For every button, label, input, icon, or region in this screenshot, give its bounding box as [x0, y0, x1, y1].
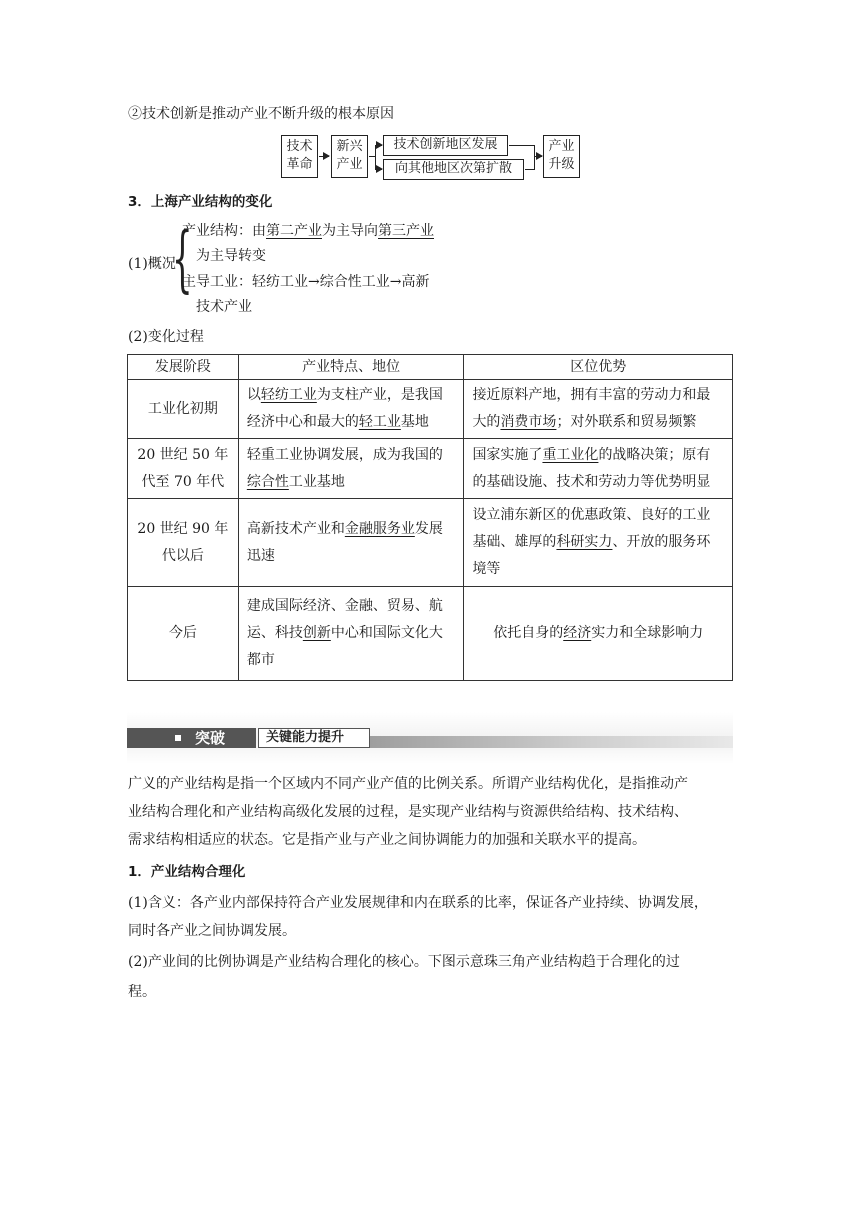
stage-cell — [128, 499, 239, 587]
underlined-term: 综合性 — [246, 473, 289, 490]
underlined-term: 消费市场 — [500, 414, 557, 430]
text-span: 发展迅速 — [246, 520, 443, 564]
section-banner — [127, 712, 733, 764]
table-header: 发展阶段 — [128, 355, 239, 380]
flow-connector — [534, 145, 535, 170]
text-span: 、开放的服务环境等 — [472, 534, 711, 577]
flow-box-diffusion: 向其他地区次第扩散 — [383, 159, 524, 180]
table-row — [128, 587, 733, 681]
underlined-term: 第三产业 — [378, 223, 434, 239]
table-header-row — [128, 355, 733, 380]
flow-arrow — [534, 156, 542, 157]
advantage-cell — [464, 587, 733, 681]
overview-label: (1)概况 — [128, 256, 176, 272]
underlined-term: 科研实力 — [556, 534, 613, 550]
advantage-cell — [464, 380, 733, 439]
flow-arrow — [375, 145, 382, 146]
text-span: 产业结构：由 — [182, 223, 266, 239]
feature-cell — [238, 439, 464, 499]
table-row — [128, 439, 733, 499]
underlined-term: 经济 — [563, 625, 592, 641]
flow-box-line: 升级 — [548, 157, 575, 172]
intro-line: 需求结构相适应的状态。它是指产业与产业之间协调能力的加强和关联水平的提高。 — [128, 832, 646, 848]
flow-connector — [509, 145, 534, 146]
flow-box-line: 新兴 — [336, 139, 363, 154]
flow-box-line: 产业 — [336, 157, 363, 172]
stage-cell — [128, 587, 239, 681]
banner-tag-label: 突破 — [195, 729, 226, 747]
flow-box-line: 技术 — [286, 139, 313, 154]
table-row — [128, 499, 733, 587]
text-span: 以 — [246, 387, 261, 403]
overview-line-2: 为主导转变 — [196, 248, 266, 264]
text-span: 高新技术产业和 — [246, 520, 345, 537]
feature-cell — [238, 380, 464, 439]
text-span: ；对外联系和贸易频繁 — [556, 414, 697, 430]
banner-tag — [127, 728, 256, 748]
advantage-cell — [464, 439, 733, 499]
banner-square-icon — [175, 735, 181, 741]
table-header: 区位优势 — [464, 355, 733, 380]
stage-line: 工业化初期 — [147, 400, 218, 417]
section-1-title: 1．产业结构合理化 — [128, 864, 246, 880]
text-span: 基地 — [400, 414, 429, 430]
ratio-line: 程。 — [128, 984, 156, 1000]
table-row — [128, 380, 733, 439]
stages-table — [127, 354, 733, 681]
flow-box-tech-revolution — [281, 135, 318, 178]
section-3-title: 3．上海产业结构的变化 — [128, 194, 273, 210]
text-span: 轻重工业协调发展，成为我国的 — [246, 446, 443, 463]
text-span: 接近原料产地，拥有丰富的劳动力和最大的 — [472, 387, 711, 430]
stage-line: 20 世纪 90 年 — [137, 520, 229, 537]
underlined-term: 轻纺工业 — [260, 387, 317, 403]
flow-box-upgrade — [543, 135, 580, 178]
underlined-term: 轻工业 — [358, 414, 401, 430]
flow-connector — [525, 169, 534, 170]
text-span: 国家实施了 — [472, 446, 543, 463]
overview-line-3: 主导工业：轻纺工业→综合性工业→高新 — [182, 274, 430, 290]
text-span: 中心和国际文化大都市 — [246, 625, 443, 668]
intro-line: 业结构合理化和产业结构高级化发展的过程，是实现产业结构与资源供给结构、技术结构、 — [128, 804, 688, 820]
text-span: 依托自身的 — [493, 625, 564, 641]
stage-line: 代以后 — [161, 547, 204, 564]
text-span: 为主导向 — [322, 223, 378, 239]
feature-cell — [238, 499, 464, 587]
process-label: (2)变化过程 — [128, 329, 204, 345]
stage-line: 代至 70 年代 — [141, 473, 225, 490]
stage-line: 20 世纪 50 年 — [137, 446, 229, 463]
flow-box-line: 产业 — [548, 139, 575, 154]
overview-line-1 — [182, 221, 434, 241]
meaning-line: 同时各产业之间协调发展。 — [128, 923, 296, 939]
table-header: 产业特点、地位 — [238, 355, 464, 380]
ratio-line: (2)产业间的比例协调是产业结构合理化的核心。下图示意珠三角产业结构趋于合理化的过 — [128, 954, 680, 970]
text-span: 设立浦东新区的优惠政策、良好的工业基础、雄厚的 — [472, 507, 711, 550]
text-span: 实力和全球影响力 — [591, 625, 704, 641]
intro-line: 广义的产业结构是指一个区域内不同产业产值的比例关系。所谓产业结构优化，是指推动产 — [128, 776, 688, 792]
underlined-term: 创新 — [302, 625, 331, 641]
underlined-term: 重工业化 — [542, 446, 599, 463]
banner-title: 关键能力提升 — [258, 728, 370, 748]
flow-box-innovation-region: 技术创新地区发展 — [383, 135, 508, 156]
brace-symbol: { — [172, 216, 193, 300]
underlined-term: 第二产业 — [266, 223, 322, 239]
text-span: 为支柱产业，是我国经济中心和最大的 — [246, 387, 443, 430]
advantage-cell — [464, 499, 733, 587]
text-span: 的战略决策；原有的基础设施、技术和劳动力等优势明显 — [472, 446, 711, 490]
text-span: 工业基地 — [288, 473, 345, 490]
overview-line-4: 技术产业 — [196, 299, 252, 315]
flow-arrow — [319, 156, 329, 157]
flow-box-new-industry — [331, 135, 368, 178]
text-span: 建成国际经济、金融、贸易、航运、科技 — [246, 598, 443, 641]
flow-box-line: 革命 — [286, 157, 313, 172]
stage-cell — [128, 439, 239, 499]
meaning-line: (1)含义：各产业内部保持符合产业发展规律和内在联系的比率，保证各产业持续、协调发展， — [128, 895, 708, 911]
flow-arrow — [375, 169, 382, 170]
banner-bar — [370, 736, 733, 748]
stage-cell — [128, 380, 239, 439]
stage-line: 今后 — [168, 625, 197, 641]
point-2-text: ②技术创新是推动产业不断升级的根本原因 — [128, 106, 394, 122]
underlined-term: 金融服务业 — [344, 520, 415, 537]
feature-cell — [238, 587, 464, 681]
